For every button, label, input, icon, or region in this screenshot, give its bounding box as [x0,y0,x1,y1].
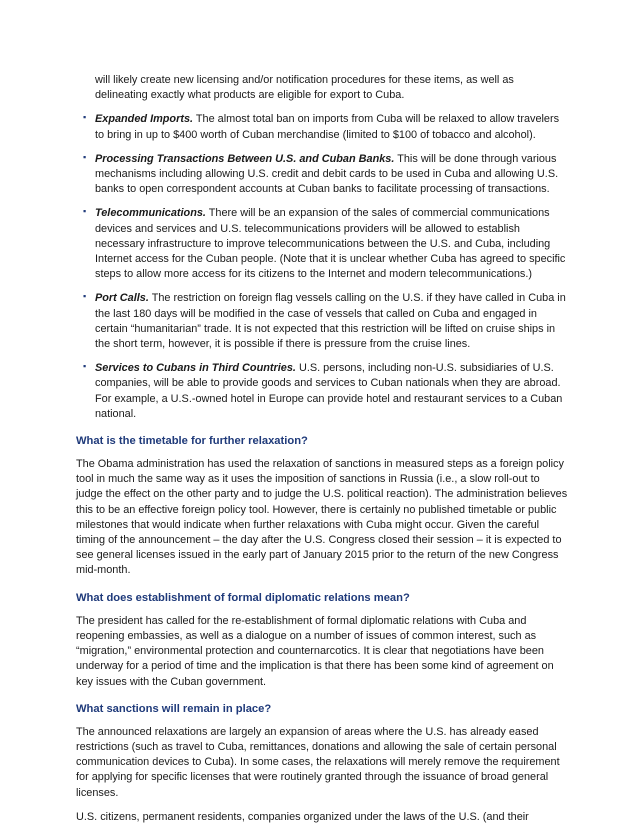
bullet-lead: Processing Transactions Between U.S. and Cuban Banks. [95,152,395,165]
square-bullet-icon [83,113,86,122]
square-bullet-icon [83,207,86,216]
section-heading-timetable: What is the timetable for further relaxation? [76,435,308,448]
section-paragraph: The announced relaxations are largely an expansion of areas where the U.S. has already eased restrictions (such as travel to Cuba, remittances, donations and allowing the sale of certain personal communication devices to Cuba). In some cases, the relaxations will merely remove the requirement for applying for specific licenses that were routinely granted through the issuance of broad general licenses. [76,725,560,799]
bullet-lead: Port Calls. [95,292,149,305]
section-paragraph: The president has called for the re-establishment of formal diplomatic relations with Cuba and reopening embassies, as well as a dialogue on a number of issues of common interest, such as “migration,” environmental protection and counternarcotics. It is clear that negotiations have been underway for a period of time and the implication is that there has been some kind of agreement on key issues with the Cuban government. [76,614,554,688]
bullet-item-third-countries [76,361,568,422]
bullet-lead: Expanded Imports. [95,113,194,126]
bullet-item-port-calls [76,291,568,352]
bullet-item-telecommunications [76,206,568,282]
bullet-item-bank-transactions [76,152,568,198]
bullet-text: There will be an expansion of the sales of commercial communications devices and services and U.S. telecommunications providers will be allowed to establish necessary infrastructure to improve telecommunications between the U.S. and Cuba, including Internet access for the Cuban people. (Note that it is unclear whether Cuba has agreed to specific steps to allow more access for its citizens to the Internet and modern telecommunications.) [95,207,566,281]
section-paragraph: The Obama administration has used the relaxation of sanctions in measured steps as a foreign policy tool in much the same way as it uses the imposition of sanctions in Russia (i.e., a slow roll-out to judge the effect on the other party and to judge the U.S. political reaction). The administration believes this to be an effective foreign policy tool. However, there is certainly no published timetable or public milestones that would indicate when further relaxations with Cuba might occur. Given the careful timing of the announcement – the day after the U.S. Congress closed their session – it is expected to see general licenses issued in the early part of January 2015 prior to the return of the new Congress mid-month. [76,458,568,577]
square-bullet-icon [83,362,86,371]
square-bullet-icon [83,153,86,162]
bullet-text: This will be done through various mechanisms including allowing U.S. credit and debit cards to be used in Cuba and allowing U.S. banks to open correspondent accounts at Cuban banks to facilitate processing of transactions. [95,152,559,196]
bullet-lead: Telecommunications. [95,207,206,220]
bullet-text: U.S. persons, including non-U.S. subsidiaries of U.S. companies, will be able to provide goods and services to Cuban nationals when they are abroad. For example, a U.S.-owned hotel in Europe can provide hotel and restaurant services to a Cuban national. [95,362,563,420]
bullet-text: The restriction on foreign flag vessels calling on the U.S. if they have called in Cuba in the last 180 days will be modified in the case of vessels that called on Cuba and engaged in certain “humanitarian” trade. It is not expected that this restriction will be lifted on cruise ships in the short term, however, it is possible if there is pressure from the cruise lines. [95,292,566,351]
document-page [76,73,568,834]
bullet-lead: Services to Cubans in Third Countries. [95,362,296,375]
square-bullet-icon [83,292,86,301]
section-heading-diplomatic-relations: What does establishment of formal diplomatic relations mean? [76,591,410,604]
bullet-item-expanded-imports [76,112,568,142]
intro-continuation: will likely create new licensing and/or notification procedures for these items, as well as delineating exactly what products are eligible for export to Cuba. [95,74,514,102]
section-paragraph: U.S. citizens, permanent residents, companies organized under the laws of the U.S. (and their [76,810,529,823]
bullet-list [76,112,568,422]
bullet-text: The almost total ban on imports from Cuba will be relaxed to allow travelers to bring in up to $400 worth of Cuban merchandise (limited to $100 of tobacco and alcohol). [95,113,560,141]
section-heading-remaining-sanctions: What sanctions will remain in place? [76,702,272,715]
